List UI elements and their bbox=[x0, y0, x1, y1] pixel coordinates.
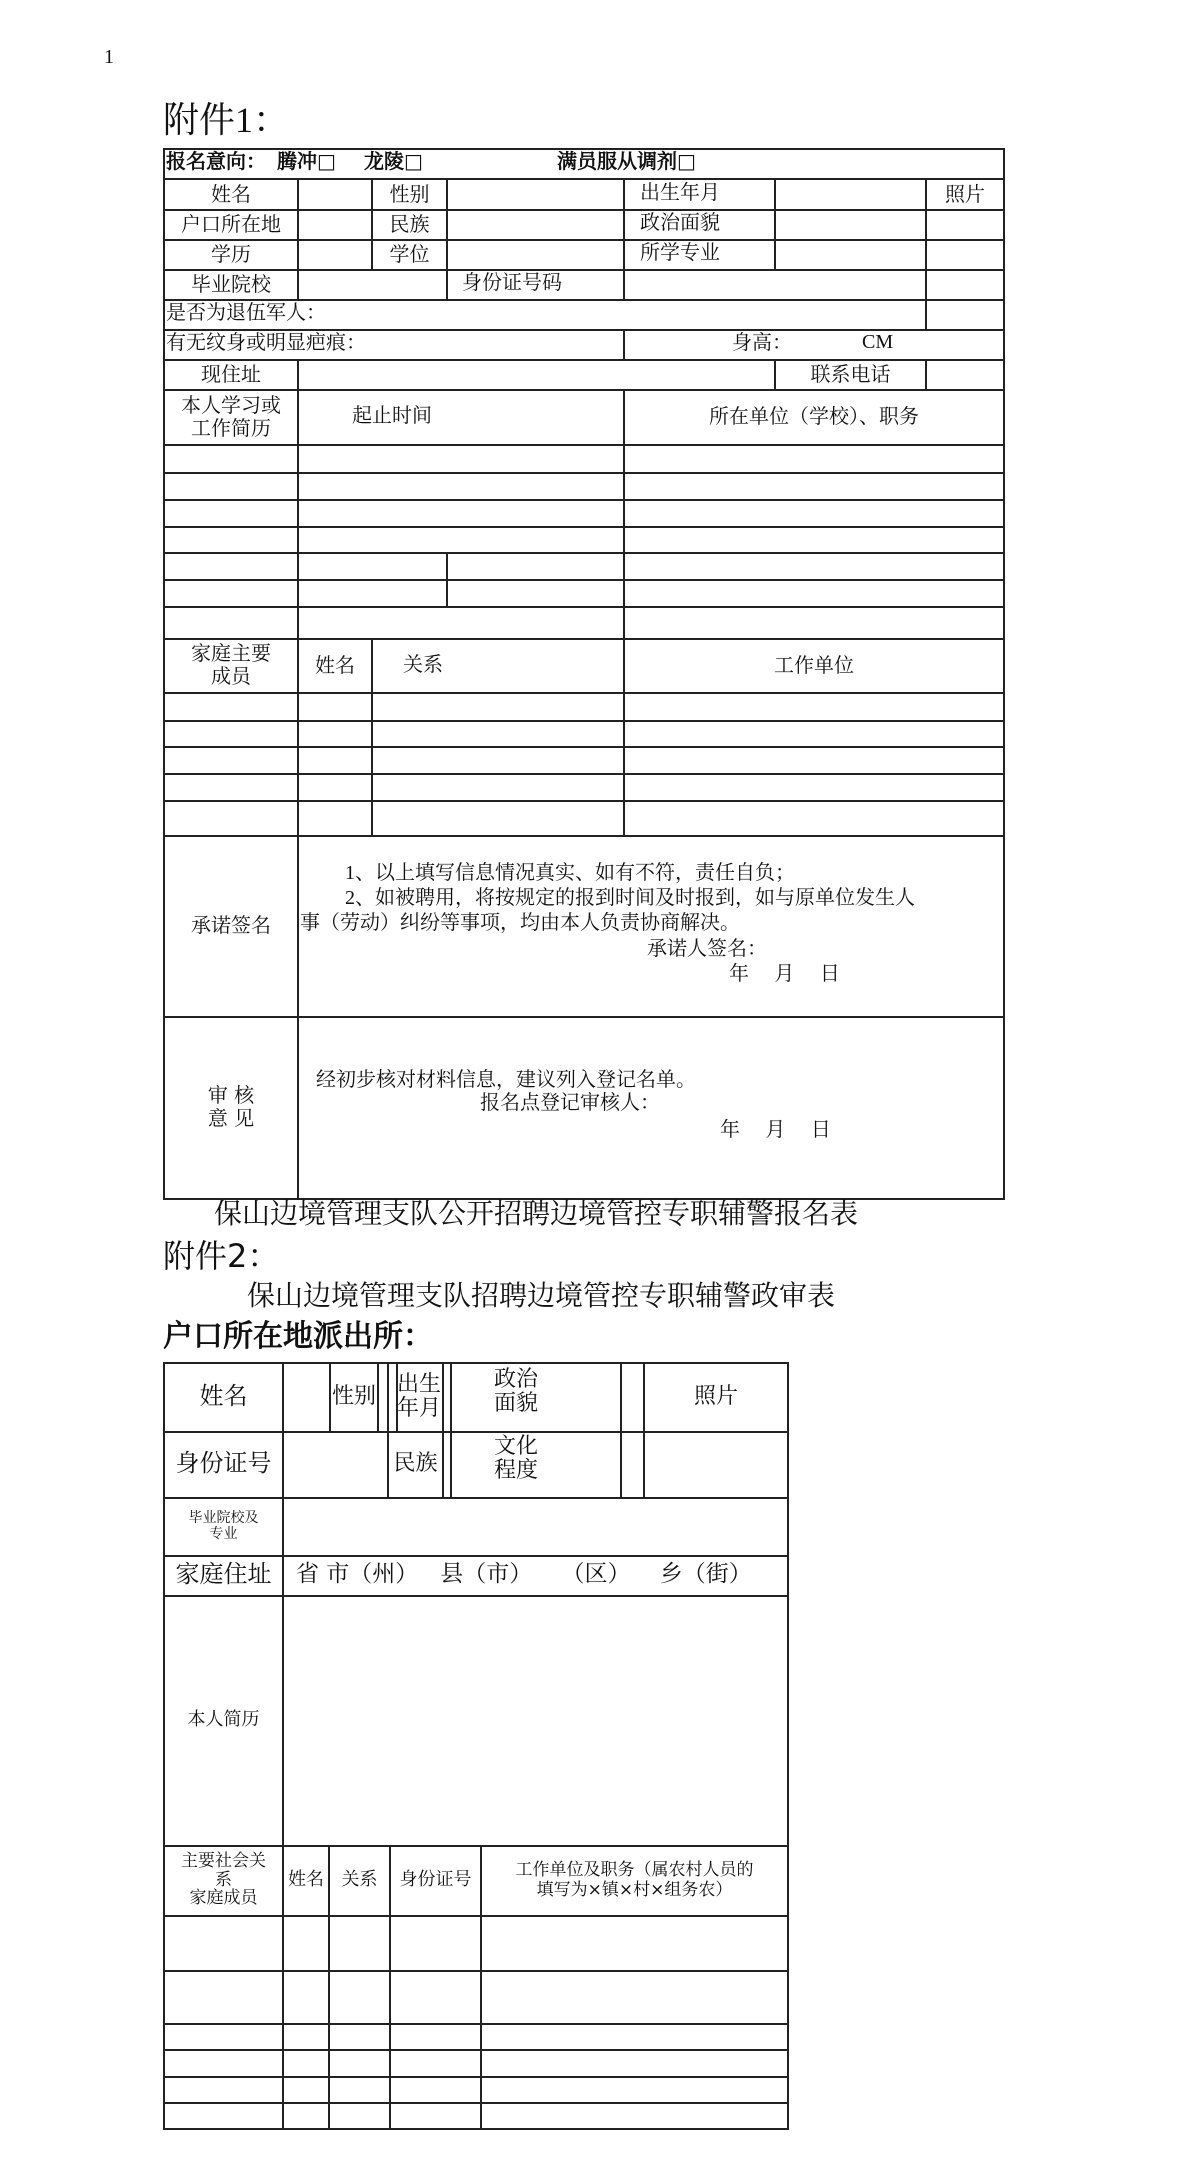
t2-input-id[interactable] bbox=[284, 1433, 387, 1497]
t2-label-birth bbox=[396, 1362, 442, 1431]
label-address: 现住址 bbox=[201, 361, 261, 386]
police-station-label: 户口所在地派出所： bbox=[163, 1319, 433, 1354]
attachment2-heading: 附件2： bbox=[163, 1237, 280, 1275]
label-tattoo: 有无纹身或明显疤痕： bbox=[166, 330, 366, 354]
input-height[interactable] bbox=[800, 331, 860, 359]
t2-label-relations-line3: 家庭成员 bbox=[189, 1888, 258, 1909]
t2-label-birth-line2: 年月 bbox=[396, 1395, 441, 1421]
label-school: 毕业院校 bbox=[191, 271, 271, 296]
t2-relation-row-4[interactable] bbox=[165, 2051, 787, 2076]
t2-input-school[interactable] bbox=[284, 1499, 787, 1555]
label-education: 学历 bbox=[211, 241, 251, 266]
label-hukou: 户口所在地 bbox=[181, 211, 281, 236]
label-name: 姓名 bbox=[211, 181, 251, 206]
attachment1-heading: 附件1： bbox=[163, 100, 290, 140]
t2-col-work-line1: 工作单位及职务（属农村人员的 bbox=[515, 1859, 754, 1880]
input-address[interactable] bbox=[299, 361, 774, 389]
t2-relation-row-5[interactable] bbox=[165, 2078, 787, 2102]
resume-row-1-period[interactable] bbox=[299, 446, 623, 472]
input-degree[interactable] bbox=[448, 241, 623, 269]
t2-label-culture-line1: 文化 bbox=[494, 1434, 539, 1459]
t2-label-relations-line1: 主要社会关 bbox=[181, 1850, 266, 1871]
t2-label-resume: 本人简历 bbox=[187, 1708, 260, 1730]
t2-input-name[interactable] bbox=[284, 1364, 329, 1431]
input-school[interactable] bbox=[299, 271, 446, 299]
resume-row-2-period[interactable] bbox=[299, 474, 623, 499]
label-political: 政治面貌 bbox=[640, 210, 720, 234]
t2-relation-row-1[interactable] bbox=[165, 1917, 787, 1970]
label-family-line1: 家庭主要 bbox=[191, 641, 271, 665]
label-review-line1: 审 核 bbox=[207, 1083, 255, 1107]
label-veteran: 是否为退伍军人： bbox=[166, 300, 326, 324]
label-family bbox=[165, 638, 297, 692]
t2-input-resume[interactable] bbox=[284, 1597, 787, 1845]
t2-label-culture bbox=[494, 1435, 538, 1483]
pledge-signer-label: 承诺人签名： bbox=[647, 936, 767, 960]
resume-row-3-period[interactable] bbox=[299, 501, 623, 526]
intent-option-longling[interactable]: 龙陵□ bbox=[364, 149, 423, 173]
t2-relation-row-2[interactable] bbox=[165, 1972, 787, 2023]
resume-row-2-unit[interactable] bbox=[625, 474, 1003, 499]
label-pledge: 承诺签名 bbox=[191, 913, 271, 937]
t2-label-ethnicity: 民族 bbox=[393, 1451, 438, 1477]
pledge-line-3: 事（劳动）纠纷等事项，均由本人负责协商解决。 bbox=[300, 912, 740, 934]
t2-label-political-line1: 政治 bbox=[494, 1367, 539, 1392]
label-resume bbox=[165, 389, 297, 444]
page-number: 1 bbox=[104, 46, 114, 68]
input-major[interactable] bbox=[776, 241, 925, 269]
t2-address-parts: 省 市（州） 县（市） （区） 乡（街） bbox=[296, 1561, 752, 1587]
t2-label-school bbox=[165, 1497, 282, 1555]
t2-label-id: 身份证号 bbox=[175, 1449, 272, 1478]
t2-label-culture-line2: 程度 bbox=[494, 1458, 539, 1484]
t2-label-relations-line2: 系 bbox=[215, 1869, 232, 1890]
input-gender[interactable] bbox=[448, 180, 623, 208]
label-review-line2: 意 见 bbox=[207, 1106, 255, 1130]
t2-label-school-line2: 专业 bbox=[209, 1526, 238, 1542]
label-review bbox=[165, 1016, 297, 1198]
input-education[interactable] bbox=[299, 241, 371, 269]
t2-label-name: 姓名 bbox=[199, 1381, 248, 1410]
t2-label-school-line1: 毕业院校及 bbox=[188, 1509, 259, 1526]
attachment2-title: 保山边境管理支队招聘边境管控专职辅警政审表 bbox=[247, 1279, 836, 1312]
col-unit-position: 所在单位（学校）、职务 bbox=[709, 404, 919, 428]
t2-col-work-line2: 填写为×镇×村×组务农） bbox=[536, 1880, 733, 1900]
input-name[interactable] bbox=[299, 180, 371, 208]
col-family-relation: 关系 bbox=[403, 652, 443, 676]
t2-label-political bbox=[494, 1368, 538, 1416]
review-date: 年 月 日 bbox=[720, 1117, 831, 1141]
input-birth[interactable] bbox=[776, 180, 925, 208]
intent-option-tengchong[interactable]: 腾冲□ bbox=[277, 149, 336, 173]
resume-row-4-unit[interactable] bbox=[625, 528, 1003, 552]
pledge-date: 年 月 日 bbox=[729, 961, 840, 985]
attachment1-title: 保山边境管理支队公开招聘边境管控专职辅警报名表 bbox=[214, 1197, 859, 1230]
label-id-number: 身份证号码 bbox=[462, 270, 562, 294]
political-review-table bbox=[0, 1350, 1179, 2150]
t2-label-relations bbox=[165, 1845, 282, 1915]
t2-label-home-address: 家庭住址 bbox=[175, 1560, 272, 1589]
label-major: 所学专业 bbox=[640, 240, 720, 264]
t2-relation-row-3[interactable] bbox=[165, 2025, 787, 2049]
input-hukou[interactable] bbox=[299, 211, 371, 239]
label-family-line2: 成员 bbox=[211, 664, 251, 688]
input-tattoo[interactable] bbox=[380, 331, 620, 359]
label-height: 身高： bbox=[732, 330, 792, 354]
t2-col-work bbox=[482, 1845, 787, 1915]
resume-row-4-period[interactable] bbox=[299, 528, 623, 552]
label-gender: 性别 bbox=[389, 181, 430, 206]
height-unit: CM bbox=[862, 331, 894, 353]
t2-label-gender: 性别 bbox=[331, 1383, 376, 1409]
t2-label-photo: 照片 bbox=[693, 1383, 738, 1409]
pledge-line-1: 1、以上填写信息情况真实、如有不符，责任自负； bbox=[345, 862, 795, 884]
label-phone: 联系电话 bbox=[810, 361, 891, 386]
resume-row-1-unit[interactable] bbox=[625, 446, 1003, 472]
t2-col-relation: 关系 bbox=[341, 1868, 378, 1890]
resume-row-3-unit[interactable] bbox=[625, 501, 1003, 526]
col-period: 起止时间 bbox=[352, 403, 432, 427]
label-resume-line1: 本人学习或 bbox=[181, 392, 281, 417]
t2-label-political-line2: 面貌 bbox=[494, 1391, 539, 1417]
label-photo: 照片 bbox=[945, 181, 985, 206]
label-resume-line2: 工作简历 bbox=[191, 415, 271, 440]
input-political[interactable] bbox=[776, 211, 925, 239]
intent-label: 报名意向： bbox=[166, 149, 266, 173]
col-family-name: 姓名 bbox=[315, 652, 355, 677]
input-id-number[interactable] bbox=[625, 271, 925, 299]
input-ethnicity[interactable] bbox=[448, 211, 623, 239]
review-text: 经初步核对材料信息，建议列入登记名单。 bbox=[316, 1067, 696, 1091]
t2-col-name: 姓名 bbox=[288, 1868, 324, 1890]
review-reviewer-label: 报名点登记审核人： bbox=[480, 1090, 660, 1114]
t2-label-birth-line1: 出生 bbox=[396, 1372, 441, 1398]
label-degree: 学位 bbox=[389, 241, 430, 266]
t2-relation-row-6[interactable] bbox=[165, 2104, 787, 2128]
t2-col-id: 身份证号 bbox=[399, 1868, 472, 1890]
intent-option-adjust[interactable]: 满员服从调剂□ bbox=[557, 149, 696, 173]
pledge-line-2: 2、如被聘用，将按规定的报到时间及时报到，如与原单位发生人 bbox=[345, 887, 915, 909]
label-birth: 出生年月 bbox=[640, 180, 720, 204]
col-family-work: 工作单位 bbox=[774, 652, 854, 677]
input-veteran[interactable] bbox=[330, 301, 920, 329]
label-ethnicity: 民族 bbox=[389, 211, 430, 236]
input-phone[interactable] bbox=[927, 361, 1003, 389]
